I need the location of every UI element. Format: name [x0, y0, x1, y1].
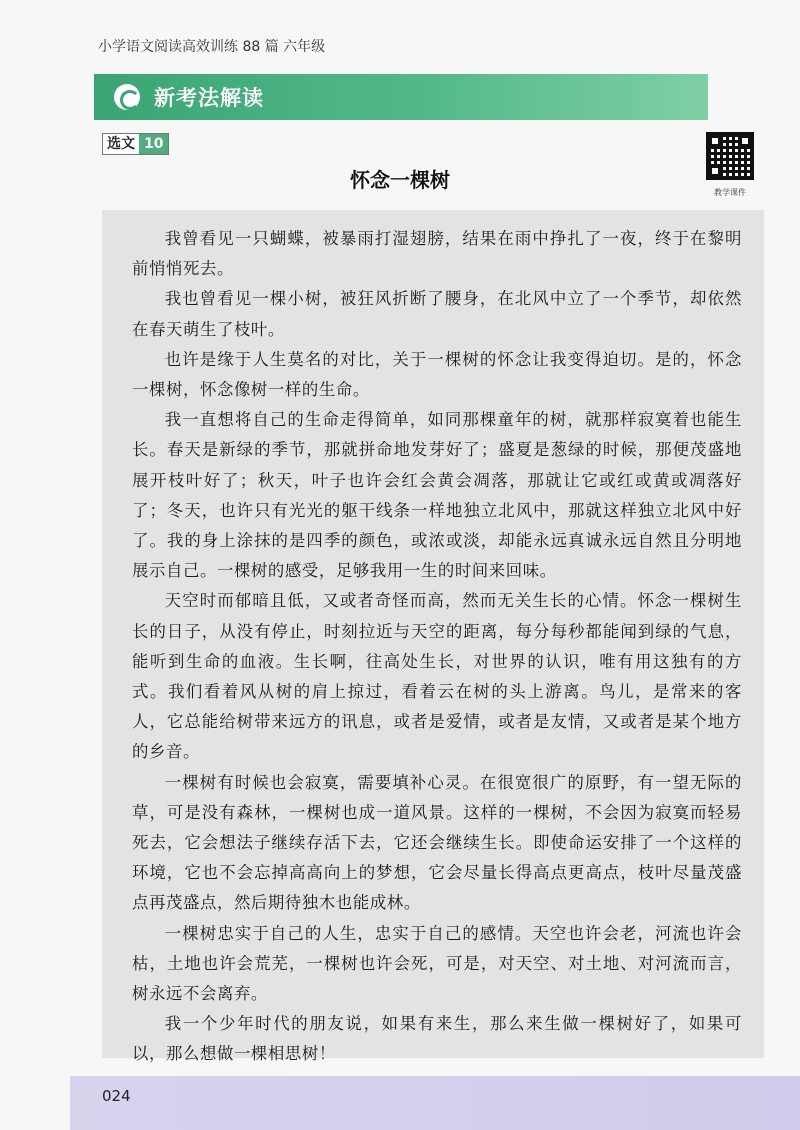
- paragraph: 也许是缘于人生莫名的对比，关于一棵树的怀念让我变得迫切。是的，怀念一棵树，怀念像树一样的生命。: [132, 349, 742, 400]
- book-header: 小学语文阅读高效训练 88 篇 六年级: [98, 39, 326, 55]
- page-number: 024: [102, 1087, 131, 1105]
- refresh-icon: [114, 84, 140, 110]
- article-body: [102, 210, 764, 1064]
- paragraph: 我曾看见一只蝴蝶，被暴雨打湿翅膀，结果在雨中挣扎了一夜，终于在黎明前悄悄死去。: [132, 229, 742, 279]
- paragraph: 一棵树有时候也会寂寞，需要填补心灵。在很宽很广的原野，有一望无际的草，可是没有森林，一棵树也成一道风景。这样的一棵树，不会因为寂寞而轻易死去，它会想法子继续存活下去，它还会继续生长。即使命运安排了一个这样的环境，它也不会忘掉高高向上的梦想，它会尽量长得高点更高点，枝叶尽量茂盛点再茂盛点，然后期待独木也能成林。: [132, 772, 742, 913]
- footer-band: [70, 1076, 800, 1130]
- article-title: 怀念一棵树: [350, 168, 450, 192]
- qr-caption: 教学课件: [714, 188, 746, 197]
- section-badge: [102, 133, 169, 155]
- banner-title: 新考法解读: [154, 86, 264, 110]
- qr-code-icon[interactable]: [706, 132, 754, 180]
- section-label: 选文: [103, 134, 139, 154]
- paragraph: 我一个少年时代的朋友说，如果有来生，那么来生做一棵树好了，如果可以，那么想做一棵相思树！: [132, 1014, 742, 1064]
- paragraph: 天空时而郁暗且低，又或者奇怪而高，然而无关生长的心情。怀念一棵树生长的日子，从没有停止，时刻拉近与天空的距离，每分每秒都能闻到绿的气息，能听到生命的血液。生长啊，往高处生长，对世界的认识，唯有用这独有的方式。我们看着风从树的肩上掠过，看着云在树的头上游离。鸟儿，是常来的客人，它总能给树带来远方的讯息，或者是爱情，或者是友情，又或者是某个地方的乡音。: [132, 591, 742, 762]
- paragraph: 我也曾看见一棵小树，被狂风折断了腰身，在北风中立了一个季节，却依然在春天萌生了枝叶。: [132, 289, 742, 339]
- paragraph: 一棵树忠实于自己的人生，忠实于自己的感情。天空也许会老，河流也许会枯，土地也许会荒芜，一棵树也许会死，可是，对天空、对土地、对河流而言，树永远不会离弃。: [132, 923, 742, 1004]
- paragraph: 我一直想将自己的生命走得简单，如同那棵童年的树，就那样寂寞着也能生长。春天是新绿的季节，那就拼命地发芽好了；盛夏是葱绿的时候，那便茂盛地展开枝叶好了；秋天，叶子也许会红会黄会凋落，那就让它或红或黄或凋落好了；冬天，也许只有光光的躯干线条一样地独立北风中，那就这样独立北风中好了。我的身上涂抹的是四季的颜色，或浓或淡，却能永远真诚永远自然且分明地展示自己。一棵树的感受，足够我用一生的时间来回味。: [132, 410, 742, 581]
- section-number: 10: [139, 134, 168, 154]
- banner: [94, 74, 708, 120]
